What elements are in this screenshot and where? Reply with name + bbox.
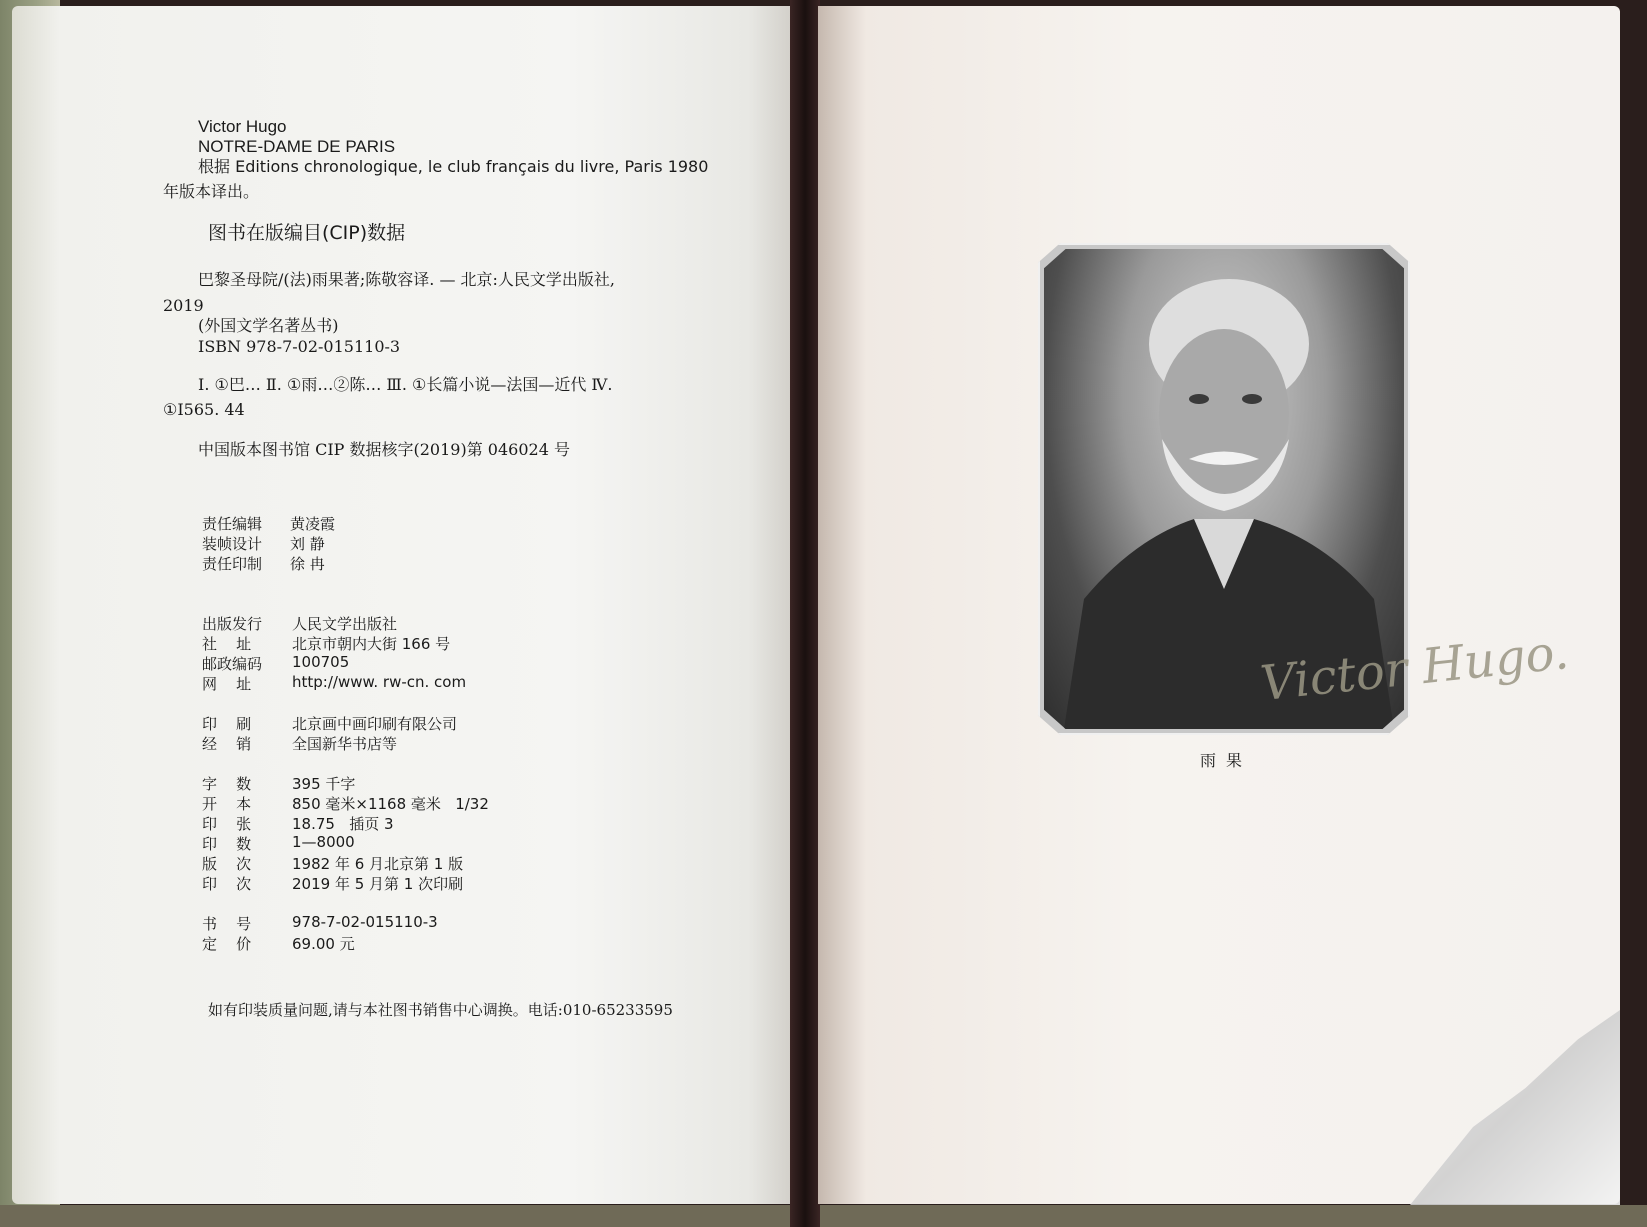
cip-series: (外国文学名著丛书) bbox=[198, 316, 339, 335]
book-cover-bottom bbox=[0, 1205, 1647, 1227]
spec-label: 印 次 bbox=[202, 875, 252, 893]
quality-notice: 如有印装质量问题,请与本社图书销售中心调换。电话:010-65233595 bbox=[208, 1001, 673, 1019]
cip-line-1: 巴黎圣母院/(法)雨果著;陈敬容译. — 北京:人民文学出版社, bbox=[198, 270, 616, 289]
publisher-value: 北京市朝内大街 166 号 bbox=[292, 635, 451, 653]
book-info-label: 书 号 bbox=[202, 915, 252, 933]
cip-record-number: 中国版本图书馆 CIP 数据核字(2019)第 046024 号 bbox=[198, 440, 570, 459]
staff-label: 装帧设计 bbox=[202, 535, 263, 553]
spec-value: 18.75 插页 3 bbox=[292, 815, 394, 833]
spec-label: 字 数 bbox=[202, 775, 252, 793]
printing-label: 经 销 bbox=[202, 735, 252, 753]
cip-classification-1: Ⅰ. ①巴… Ⅱ. ①雨…②陈… Ⅲ. ①长篇小说—法国—近代 Ⅳ. bbox=[198, 375, 613, 394]
printing-label: 印 刷 bbox=[202, 715, 252, 733]
staff-value: 徐 冉 bbox=[290, 555, 325, 573]
printing-value: 北京画中画印刷有限公司 bbox=[292, 715, 458, 733]
spec-label: 印 数 bbox=[202, 835, 252, 853]
source-line-2: 年版本译出。 bbox=[163, 182, 260, 201]
portrait-caption: 雨果 bbox=[1200, 751, 1253, 770]
staff-label: 责任编辑 bbox=[202, 515, 263, 533]
spec-label: 版 次 bbox=[202, 855, 252, 873]
spec-label: 开 本 bbox=[202, 795, 252, 813]
book-info-label: 定 价 bbox=[202, 935, 252, 953]
author-signature: Victor Hugo. bbox=[1257, 623, 1572, 713]
cip-line-2: 2019 bbox=[163, 296, 204, 315]
website-value: http://www. rw-cn. com bbox=[292, 673, 467, 691]
price-value: 69.00 元 bbox=[292, 935, 355, 953]
cip-heading: 图书在版编目(CIP)数据 bbox=[208, 222, 406, 244]
publisher-label: 网 址 bbox=[202, 675, 252, 693]
copyright-page bbox=[12, 6, 812, 1204]
original-author: Victor Hugo bbox=[198, 117, 287, 136]
original-title: NOTRE-DAME DE PARIS bbox=[198, 137, 396, 156]
staff-value: 黄凌霞 bbox=[290, 515, 336, 533]
book-spine bbox=[790, 0, 820, 1227]
publisher-value: 100705 bbox=[292, 653, 350, 671]
source-line-1: 根据 Editions chronologique, le club français du livre, Paris 1980 bbox=[198, 157, 709, 176]
spec-value: 395 千字 bbox=[292, 775, 356, 793]
staff-label: 责任印制 bbox=[202, 555, 263, 573]
staff-value: 刘 静 bbox=[290, 535, 325, 553]
publisher-label: 出版发行 bbox=[202, 615, 263, 633]
spec-value: 1—8000 bbox=[292, 833, 355, 851]
publisher-value: 人民文学出版社 bbox=[292, 615, 398, 633]
isbn-value: 978-7-02-015110-3 bbox=[292, 913, 438, 931]
cip-isbn: ISBN 978-7-02-015110-3 bbox=[198, 337, 401, 356]
cip-classification-2: ①I565. 44 bbox=[163, 400, 245, 419]
publisher-label: 邮政编码 bbox=[202, 655, 263, 673]
spec-value: 850 毫米×1168 毫米 1/32 bbox=[292, 795, 489, 813]
spec-value: 1982 年 6 月北京第 1 版 bbox=[292, 855, 464, 873]
printing-value: 全国新华书店等 bbox=[292, 735, 398, 753]
publisher-label: 社 址 bbox=[202, 635, 252, 653]
spec-value: 2019 年 5 月第 1 次印刷 bbox=[292, 875, 464, 893]
spec-label: 印 张 bbox=[202, 815, 252, 833]
